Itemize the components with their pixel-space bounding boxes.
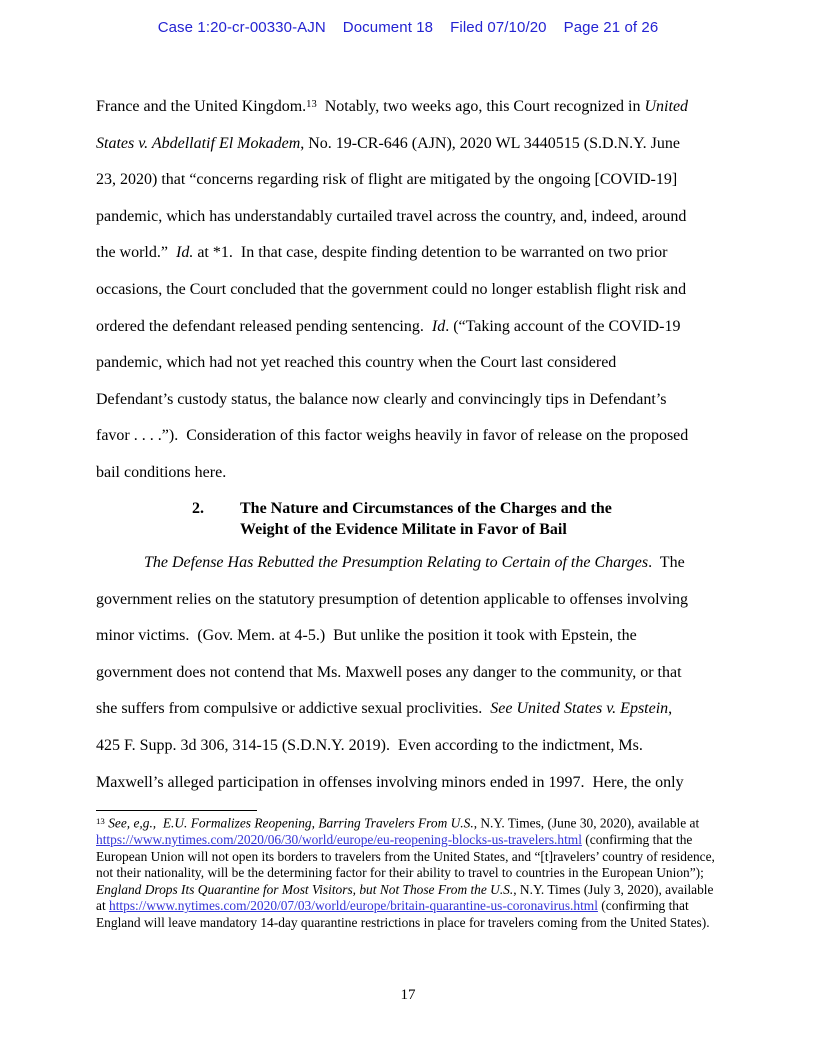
text-line <box>96 126 744 163</box>
heading-line-1: The Nature and Circumstances of the Charges and the <box>240 500 612 517</box>
text-run: , N.Y. Times, (June 30, 2020), available at <box>473 815 700 831</box>
case-stamp <box>0 19 816 36</box>
text-run: , <box>668 700 673 718</box>
hyperlink[interactable]: https://www.nytimes.com/2020/06/30/world/europe/eu-reopening-blocks-us-travelers.html <box>96 831 582 847</box>
text-line <box>96 813 744 832</box>
text-run: government does not contend that Ms. Maxwell poses any danger to the community, or that <box>96 663 682 681</box>
footnote-marker: 13 <box>306 99 317 110</box>
paragraph-presumption <box>96 545 744 801</box>
italic-text: England Drops Its Quarantine for Most Visitors, but Not Those From the U.S. <box>96 881 514 897</box>
text-run: minor victims. (Gov. Mem. at 4-5.) But unlike the position it took with Epstein, the <box>96 627 637 645</box>
text-run: ordered the defendant released pending sentencing. <box>96 317 432 335</box>
text-line <box>96 382 744 419</box>
text-line <box>96 915 744 932</box>
italic-text: Id <box>431 317 446 335</box>
text-run: Defendant’s custody status, the balance now clearly and convincingly tips in Defendant’s <box>96 390 667 408</box>
section-heading-2 <box>192 498 612 540</box>
text-run: at <box>96 898 110 914</box>
text-run: pandemic, which had not yet reached this country when the Court last considered <box>96 354 617 372</box>
hyperlink[interactable]: https://www.nytimes.com/2020/07/03/world/europe/britain-quarantine-us-coronavirus.html <box>109 898 598 914</box>
text-run: bail conditions here. <box>96 463 227 481</box>
italic-text: United <box>644 98 689 115</box>
italic-text: Id. <box>175 244 194 262</box>
text-line <box>96 162 744 199</box>
text-line <box>96 882 744 899</box>
text-run: England will leave mandatory 14-day quarantine restrictions in place for travelers coming from the United States). <box>96 914 710 930</box>
text-line <box>96 455 744 492</box>
text-line <box>96 898 744 915</box>
text-line <box>96 309 744 346</box>
text-line <box>96 272 744 309</box>
text-run: , No. 19-CR-646 (AJN), 2020 WL 3440515 (S.D.N.Y. June <box>300 134 680 152</box>
text-run: 23, 2020) that “concerns regarding risk of flight are mitigated by the ongoing [COVID-19] <box>96 171 678 189</box>
stamp-document-number: Document 18 <box>342 19 434 36</box>
text-run: the world.” <box>96 244 176 262</box>
text-line <box>96 832 744 849</box>
text-line <box>96 235 744 272</box>
text-line <box>96 655 744 692</box>
text-run: France and the United Kingdom. <box>96 98 307 115</box>
text-run: occasions, the Court concluded that the government could no longer establish flight risk and <box>96 280 687 298</box>
heading-line-2: Weight of the Evidence Militate in Favor of Bail <box>240 521 567 538</box>
text-line <box>96 865 744 882</box>
italic-text: See United States v. Epstein <box>490 700 669 718</box>
text-line <box>96 765 744 802</box>
text-run: Maxwell’s alleged participation in offenses involving minors ended in 1997. Here, the only <box>96 773 684 791</box>
text-run: . (“Taking account of the COVID-19 <box>445 317 681 335</box>
italic-text: The Defense Has Rebutted the Presumption Relating to Certain of the Charges <box>144 554 649 571</box>
text-run: 425 F. Supp. 3d 306, 314-15 (S.D.N.Y. 2019). Even according to the indictment, Ms. <box>96 736 643 754</box>
text-line <box>96 849 744 866</box>
text-line <box>96 618 744 655</box>
text-run: Notably, two weeks ago, this Court recognized in <box>316 98 645 115</box>
heading-number: 2. <box>192 500 204 517</box>
text-run: (confirming that the <box>581 831 693 847</box>
footnote-separator <box>96 810 257 811</box>
text-line <box>96 545 744 582</box>
text-run: European Union will not open its borders to travelers from the United States, and “[t]ravelers’ country of residence, <box>96 848 715 864</box>
text-line <box>96 87 744 126</box>
text-run: , N.Y. Times (July 3, 2020), available <box>513 881 714 897</box>
text-line <box>96 728 744 765</box>
text-run <box>156 815 163 830</box>
italic-text: States v. Abdellatif El Mokadem <box>96 134 301 152</box>
text-line <box>96 345 744 382</box>
text-run: favor . . . .”). Consideration of this factor weighs heavily in favor of release on the proposed <box>96 427 689 445</box>
text-run: she suffers from compulsive or addictive sexual proclivities. <box>96 700 491 718</box>
footnote-marker: 13 <box>96 816 105 826</box>
text-run: pandemic, which has understandably curtailed travel across the country, and, indeed, around <box>96 207 687 225</box>
page-number: 17 <box>400 987 416 1003</box>
text-line <box>96 582 744 619</box>
text-line <box>96 691 744 728</box>
stamp-case-number: Case 1:20-cr-00330-AJN <box>157 19 326 36</box>
text-line <box>96 418 744 455</box>
text-run: at *1. In that case, despite finding detention to be warranted on two prior <box>193 244 668 262</box>
text-run: government relies on the statutory presumption of detention applicable to offenses involving <box>96 590 689 608</box>
paragraph-flight-risk <box>96 87 744 492</box>
italic-text: E.U. Formalizes Reopening, Barring Travelers From U.S. <box>162 815 474 831</box>
text-run: . The <box>648 554 685 571</box>
stamp-page-info: Page 21 of 26 <box>563 19 659 36</box>
italic-text: See, e,g., <box>108 815 157 831</box>
text-run: (confirming that <box>597 898 689 914</box>
text-run: not their nationality, will be the determining factor for their ability to travel to countries in the European Union”); <box>96 865 704 881</box>
text-line <box>96 199 744 236</box>
stamp-filed-date: Filed 07/10/20 <box>450 19 547 36</box>
footnote-13 <box>96 813 744 932</box>
heading-text <box>240 498 612 540</box>
